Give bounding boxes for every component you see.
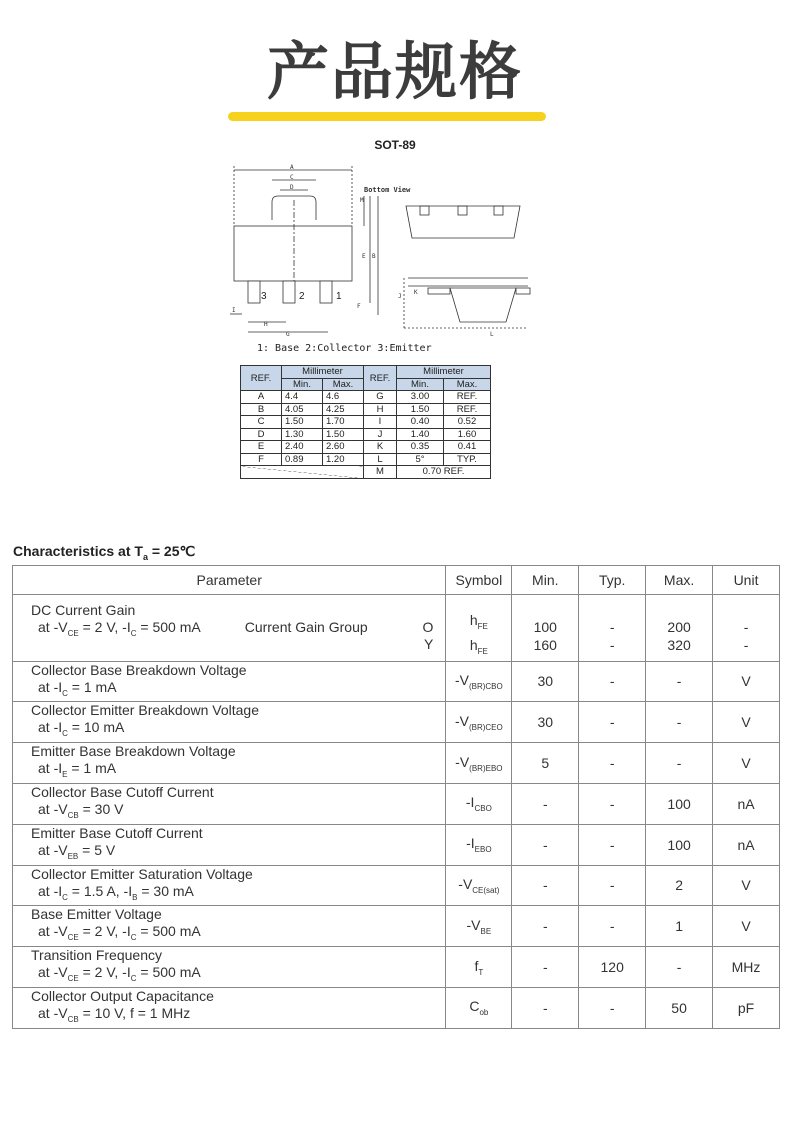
- col-symbol: Symbol: [446, 566, 512, 595]
- table-row: [13, 743, 780, 784]
- cond-sub: CB: [67, 810, 79, 820]
- param-name: Collector Base Breakdown Voltage: [31, 661, 247, 678]
- symbol: -V: [466, 916, 481, 933]
- min-cell: [512, 595, 579, 662]
- cond-part: at -V: [38, 619, 68, 636]
- table-row: [13, 595, 780, 662]
- param-condition: [31, 801, 445, 824]
- dim-letter-g: G: [286, 331, 290, 338]
- dim-max: 4.25: [323, 403, 364, 416]
- symbol-sub: (BR)CBO: [468, 681, 503, 691]
- cond-part: = 500 mA: [136, 619, 201, 636]
- param-cell: [13, 987, 446, 1028]
- max-cell: 2: [646, 865, 713, 906]
- dim-ref2: G: [364, 391, 397, 404]
- min-cell: -: [512, 824, 579, 865]
- param-name: Collector Base Cutoff Current: [31, 783, 214, 800]
- cond-sub: C: [130, 973, 137, 983]
- cond-part: at -V: [38, 841, 68, 858]
- dim-max: 1.70: [323, 416, 364, 429]
- symbol-sub: CBO: [474, 804, 492, 814]
- characteristics-table: [12, 565, 780, 1029]
- unit-cell: [713, 595, 780, 662]
- value: -: [609, 636, 615, 653]
- symbol-cell: [446, 947, 512, 988]
- cond-part: = 30 mA: [137, 882, 194, 899]
- dim-v2: 0.70 REF.: [397, 466, 491, 479]
- typ-cell: 120: [579, 947, 646, 988]
- heading-tail: = 25℃: [147, 543, 196, 559]
- title-underline: [228, 112, 546, 121]
- cond-sub: CE: [67, 973, 79, 983]
- dim-min: 1.30: [282, 428, 323, 441]
- table-header-row: [13, 566, 780, 595]
- col-max: Max.: [646, 566, 713, 595]
- cond-sub: C: [62, 688, 68, 698]
- unit-cell: MHz: [713, 947, 780, 988]
- symbol-cell: [446, 661, 512, 702]
- dim-header-mm: Millimeter: [282, 366, 364, 379]
- heading-sub: a: [142, 551, 148, 562]
- min-cell: -: [512, 987, 579, 1028]
- min-cell: -: [512, 947, 579, 988]
- cond-part: = 2 V, -I: [78, 964, 131, 981]
- dim-min: 4.4: [282, 391, 323, 404]
- cond-part: = 2 V, -I: [78, 619, 131, 636]
- dim-ref2: H: [364, 403, 397, 416]
- symbol-sub: (BR)EBO: [469, 763, 503, 773]
- table-row: [13, 702, 780, 743]
- param-name: Collector Output Capacitance: [31, 987, 214, 1004]
- max-cell: -: [646, 947, 713, 988]
- value: 320: [667, 636, 691, 653]
- value: -: [609, 618, 615, 635]
- dim-letter-a: A: [290, 164, 294, 171]
- cond-part: at -I: [38, 719, 63, 736]
- cond-part: = 5 V: [78, 841, 116, 858]
- symbol-sub: (BR)CEO: [468, 722, 503, 732]
- dim-letter-e: E: [362, 253, 366, 260]
- value: 200: [667, 618, 691, 635]
- package-outline-drawing: [228, 160, 546, 360]
- param-cell: [13, 661, 446, 702]
- dim-letter-l: L: [490, 331, 494, 338]
- typ-cell: -: [579, 661, 646, 702]
- dimension-table: [240, 365, 491, 479]
- dim-v2: 0.40: [397, 416, 444, 429]
- max-cell: -: [646, 743, 713, 784]
- param-name: Emitter Base Cutoff Current: [31, 824, 203, 841]
- gain-group-codes: [422, 619, 433, 653]
- symbol-sub: BE: [480, 926, 492, 936]
- cond-part: at -I: [38, 760, 63, 777]
- dim-letter-d: D: [290, 184, 294, 191]
- cond-part: at -I: [38, 882, 63, 899]
- value: -: [743, 618, 749, 635]
- dim-ref: E: [241, 441, 282, 454]
- cond-part: = 2 V, -I: [78, 923, 131, 940]
- symbol: -I: [466, 835, 475, 852]
- value: -: [743, 636, 749, 653]
- symbol: -V: [454, 672, 469, 689]
- min-cell: 30: [512, 702, 579, 743]
- gain-group-label: Current Gain Group: [244, 619, 368, 636]
- cond-part: = 30 V: [78, 800, 124, 817]
- typ-cell: -: [579, 906, 646, 947]
- max-cell: 100: [646, 824, 713, 865]
- unit-cell: V: [713, 661, 780, 702]
- dim-letter-c: C: [290, 174, 294, 181]
- dim-min: 1.50: [282, 416, 323, 429]
- cond-part: = 10 V, f = 1 MHz: [78, 1004, 191, 1021]
- col-typ: Typ.: [579, 566, 646, 595]
- min-cell: 30: [512, 661, 579, 702]
- dim-max: 4.6: [323, 391, 364, 404]
- dim-ref2: L: [364, 453, 397, 466]
- typ-cell: -: [579, 743, 646, 784]
- max-cell: 1: [646, 906, 713, 947]
- condition-text: [31, 619, 201, 653]
- dim-v2b: REF.: [444, 403, 491, 416]
- cond-part: = 10 mA: [67, 719, 125, 736]
- symbol-sub: FE: [477, 621, 488, 631]
- symbol-cell: [446, 702, 512, 743]
- param-condition: [31, 619, 445, 653]
- typ-cell: -: [579, 865, 646, 906]
- symbol-cell: [446, 783, 512, 824]
- table-row: [13, 824, 780, 865]
- param-name: Collector Emitter Saturation Voltage: [31, 865, 253, 882]
- table-row: [13, 906, 780, 947]
- table-row: [241, 441, 491, 454]
- cond-sub: C: [62, 892, 68, 902]
- table-row: [241, 391, 491, 404]
- param-condition: [31, 923, 445, 946]
- max-cell: -: [646, 702, 713, 743]
- dim-v2: 1.50: [397, 403, 444, 416]
- pin-number-3: 3: [261, 291, 267, 302]
- dim-letter-f: F: [357, 303, 361, 310]
- cond-part: = 500 mA: [136, 964, 201, 981]
- cond-sub: CE: [67, 629, 79, 639]
- param-cell: [13, 947, 446, 988]
- dim-header-mm2: Millimeter: [397, 366, 491, 379]
- typ-cell: -: [579, 702, 646, 743]
- table-row: [241, 428, 491, 441]
- dim-letter-i: I: [232, 307, 236, 314]
- cond-sub: CB: [67, 1014, 79, 1024]
- symbol-cell: [446, 595, 512, 662]
- cond-part: = 1 mA: [67, 760, 117, 777]
- dim-v2b: 0.52: [444, 416, 491, 429]
- param-name: Base Emitter Voltage: [31, 906, 162, 923]
- group-code: O: [422, 619, 434, 636]
- dim-letter-m: M: [360, 197, 364, 204]
- param-condition: [31, 1005, 445, 1028]
- typ-cell: -: [579, 987, 646, 1028]
- symbol: -V: [458, 876, 473, 893]
- cond-part: at -V: [38, 964, 68, 981]
- dim-ref: F: [241, 453, 282, 466]
- param-dc-gain: [13, 595, 446, 662]
- value: 100: [533, 618, 557, 635]
- dim-v2b: REF.: [444, 391, 491, 404]
- symbol-cell: [446, 824, 512, 865]
- symbol-cell: [446, 987, 512, 1028]
- dim-letter-b: B: [372, 253, 376, 260]
- dim-header-max2: Max.: [444, 378, 491, 391]
- symbol: -V: [454, 712, 469, 729]
- symbol: h: [469, 636, 478, 653]
- param-cell: [13, 906, 446, 947]
- table-row: [13, 947, 780, 988]
- cond-sub: CE: [67, 933, 79, 943]
- param-cell: [13, 702, 446, 743]
- dim-ref: C: [241, 416, 282, 429]
- symbol: -V: [455, 753, 470, 770]
- param-condition: [31, 964, 445, 987]
- param-condition: [31, 760, 445, 783]
- table-row: [13, 661, 780, 702]
- col-min: Min.: [512, 566, 579, 595]
- dim-header-max: Max.: [323, 378, 364, 391]
- unit-cell: V: [713, 743, 780, 784]
- unit-cell: V: [713, 865, 780, 906]
- dim-header-min2: Min.: [397, 378, 444, 391]
- symbol-sub: T: [478, 967, 484, 977]
- param-name: Transition Frequency: [31, 947, 162, 964]
- param-condition: [31, 679, 445, 702]
- table-row: [241, 453, 491, 466]
- param-cell: [13, 865, 446, 906]
- dim-max: 1.50: [323, 428, 364, 441]
- pin-legend: 1: Base 2:Collector 3:Emitter: [257, 343, 432, 354]
- cond-sub: B: [132, 892, 138, 902]
- dim-letter-k: K: [414, 289, 418, 296]
- cond-part: at -V: [38, 923, 68, 940]
- dim-v2: 5°: [397, 453, 444, 466]
- cond-sub: E: [62, 769, 68, 779]
- dim-v2: 0.35: [397, 441, 444, 454]
- dim-ref: D: [241, 428, 282, 441]
- table-row: [241, 416, 491, 429]
- unit-cell: nA: [713, 824, 780, 865]
- symbol-sub: EBO: [474, 845, 492, 855]
- dim-v2: 3.00: [397, 391, 444, 404]
- heading-text: Characteristics at T: [13, 543, 143, 559]
- package-name: SOT-89: [374, 138, 416, 152]
- dim-v2b: 1.60: [444, 428, 491, 441]
- group-code: Y: [424, 636, 434, 653]
- table-row: [13, 987, 780, 1028]
- dim-ref2: M: [364, 466, 397, 479]
- typ-cell: -: [579, 824, 646, 865]
- dim-max: 1.20: [323, 453, 364, 466]
- symbol: C: [469, 998, 480, 1015]
- dim-ref2: I: [364, 416, 397, 429]
- max-cell: [646, 595, 713, 662]
- dim-v2b: 0.41: [444, 441, 491, 454]
- bottom-view-label: Bottom View: [364, 186, 411, 194]
- cond-sub: EB: [67, 851, 79, 861]
- cond-sub: C: [130, 629, 137, 639]
- max-cell: -: [646, 661, 713, 702]
- dim-v2: 1.40: [397, 428, 444, 441]
- dim-letter-j: J: [398, 293, 402, 300]
- table-row: [241, 403, 491, 416]
- value: 160: [533, 636, 557, 653]
- dim-ref2: K: [364, 441, 397, 454]
- col-unit: Unit: [713, 566, 780, 595]
- param-cell: [13, 743, 446, 784]
- dim-max: 2.60: [323, 441, 364, 454]
- table-row: [13, 783, 780, 824]
- max-cell: 50: [646, 987, 713, 1028]
- symbol: f: [474, 957, 479, 974]
- table-row: [241, 466, 491, 479]
- cond-part: = 1.5 A, -I: [67, 882, 133, 899]
- symbol: h: [469, 612, 478, 628]
- dim-header-ref: REF.: [241, 366, 282, 391]
- dim-min: 0.89: [282, 453, 323, 466]
- cond-sub: C: [130, 933, 137, 943]
- dim-min: 4.05: [282, 403, 323, 416]
- max-cell: 100: [646, 783, 713, 824]
- dim-min: 2.40: [282, 441, 323, 454]
- param-condition: [31, 883, 445, 906]
- cond-part: at -I: [38, 678, 63, 695]
- symbol-sub: CE(sat): [472, 885, 500, 895]
- param-name: Emitter Base Breakdown Voltage: [31, 743, 236, 760]
- symbol-cell: [446, 743, 512, 784]
- dim-header-ref2: REF.: [364, 366, 397, 391]
- unit-cell: nA: [713, 783, 780, 824]
- symbol-sub: ob: [479, 1008, 489, 1018]
- param-cell: [13, 783, 446, 824]
- col-parameter: Parameter: [13, 566, 446, 595]
- param-name: DC Current Gain: [31, 602, 136, 619]
- dim-ref2: J: [364, 428, 397, 441]
- param-cell: [13, 824, 446, 865]
- min-cell: 5: [512, 743, 579, 784]
- dim-empty-cell: [241, 466, 364, 479]
- pin-number-1: 1: [336, 291, 342, 302]
- unit-cell: V: [713, 702, 780, 743]
- table-row: [13, 865, 780, 906]
- symbol: -I: [465, 794, 475, 811]
- param-condition: [31, 842, 445, 865]
- symbol-cell: [446, 906, 512, 947]
- dim-letter-h: H: [264, 321, 268, 328]
- min-cell: -: [512, 783, 579, 824]
- cond-part: at -V: [38, 1004, 68, 1021]
- characteristics-heading: [13, 543, 195, 562]
- unit-cell: pF: [713, 987, 780, 1028]
- cond-sub: C: [62, 729, 68, 739]
- symbol-cell: [446, 865, 512, 906]
- param-condition: [31, 719, 445, 742]
- min-cell: -: [512, 906, 579, 947]
- cond-part: = 500 mA: [136, 923, 201, 940]
- page-title: 产品规格: [266, 35, 523, 108]
- typ-cell: [579, 595, 646, 662]
- dim-v2b: TYP.: [444, 453, 491, 466]
- cond-part: at -V: [38, 800, 68, 817]
- dim-header-min: Min.: [282, 378, 323, 391]
- unit-cell: V: [713, 906, 780, 947]
- param-name: Collector Emitter Breakdown Voltage: [31, 702, 259, 719]
- pin-number-2: 2: [299, 291, 305, 302]
- min-cell: -: [512, 865, 579, 906]
- cond-part: = 1 mA: [67, 678, 117, 695]
- symbol-sub: FE: [477, 646, 488, 656]
- dim-ref: B: [241, 403, 282, 416]
- dim-ref: A: [241, 391, 282, 404]
- typ-cell: -: [579, 783, 646, 824]
